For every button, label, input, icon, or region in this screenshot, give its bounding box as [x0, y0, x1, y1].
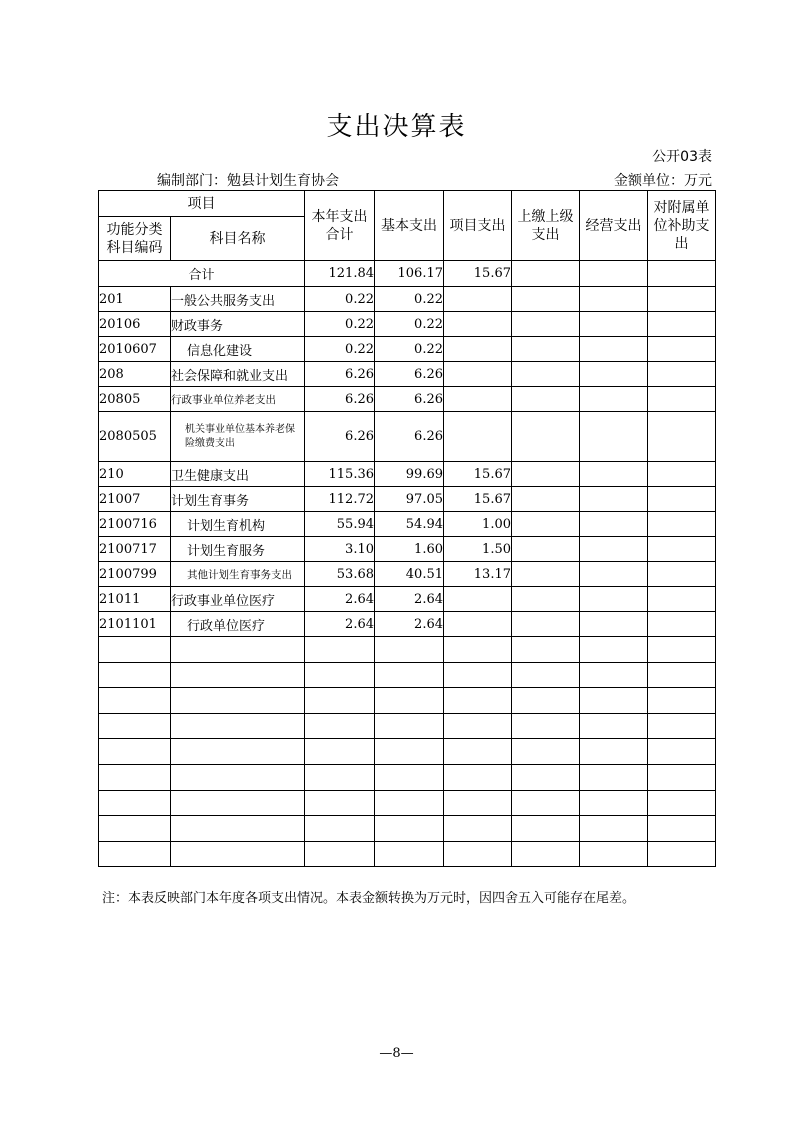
- row-project: [444, 337, 512, 362]
- empty-cell: [512, 816, 580, 842]
- row-basic: 2.64: [375, 587, 444, 612]
- row-project: [444, 612, 512, 637]
- table-row: [99, 387, 716, 412]
- row-total: 0.22: [305, 337, 375, 362]
- row-subsidiary: [648, 462, 716, 487]
- total-row: [99, 261, 716, 287]
- empty-cell: [171, 637, 305, 663]
- row-operating: [580, 387, 648, 412]
- empty-cell: [512, 713, 580, 739]
- empty-cell: [305, 662, 375, 688]
- empty-cell: [99, 816, 171, 842]
- total-amount: 121.84: [305, 261, 375, 287]
- row-project: [444, 412, 512, 462]
- expenditure-table: [98, 190, 716, 867]
- row-project: [444, 287, 512, 312]
- empty-row: [99, 662, 716, 688]
- empty-cell: [99, 688, 171, 714]
- row-subsidiary: [648, 562, 716, 587]
- row-basic: 6.26: [375, 412, 444, 462]
- total-operating: [580, 261, 648, 287]
- row-upper: [512, 337, 580, 362]
- row-subsidiary: [648, 387, 716, 412]
- row-upper: [512, 387, 580, 412]
- table-row: [99, 362, 716, 387]
- empty-cell: [171, 688, 305, 714]
- table-row: [99, 537, 716, 562]
- empty-cell: [305, 637, 375, 663]
- row-upper: [512, 512, 580, 537]
- empty-cell: [99, 790, 171, 816]
- empty-cell: [648, 739, 716, 765]
- empty-cell: [580, 764, 648, 790]
- footnote: 注：本表反映部门本年度各项支出情况。本表金额转换为万元时，因四舍五入可能存在尾差。: [102, 891, 636, 906]
- row-code: 20106: [99, 312, 171, 337]
- table-row: [99, 312, 716, 337]
- table-row: [99, 487, 716, 512]
- empty-cell: [648, 637, 716, 663]
- table-row: [99, 287, 716, 312]
- row-upper: [512, 587, 580, 612]
- header-subsidiary: [648, 191, 716, 261]
- empty-cell: [444, 739, 512, 765]
- empty-cell: [580, 790, 648, 816]
- empty-cell: [375, 662, 444, 688]
- table-row: [99, 587, 716, 612]
- total-subsidiary: [648, 261, 716, 287]
- row-operating: [580, 362, 648, 387]
- empty-cell: [648, 764, 716, 790]
- row-upper: [512, 487, 580, 512]
- empty-cell: [375, 764, 444, 790]
- empty-row: [99, 764, 716, 790]
- empty-cell: [375, 816, 444, 842]
- empty-cell: [580, 688, 648, 714]
- row-basic: 0.22: [375, 287, 444, 312]
- row-subsidiary: [648, 287, 716, 312]
- empty-cell: [512, 739, 580, 765]
- empty-cell: [375, 841, 444, 867]
- row-name: 其他计划生育事务支出: [171, 562, 305, 587]
- header-subject-name: 科目名称: [171, 217, 305, 261]
- empty-cell: [375, 688, 444, 714]
- row-total: 55.94: [305, 512, 375, 537]
- row-subsidiary: [648, 337, 716, 362]
- total-basic: 106.17: [375, 261, 444, 287]
- total-project: 15.67: [444, 261, 512, 287]
- row-subsidiary: [648, 362, 716, 387]
- row-total: 6.26: [305, 362, 375, 387]
- header-func-code: [99, 217, 171, 261]
- row-name: 计划生育事务: [171, 487, 305, 512]
- empty-cell: [580, 713, 648, 739]
- empty-cell: [512, 790, 580, 816]
- empty-cell: [305, 816, 375, 842]
- empty-cell: [444, 688, 512, 714]
- empty-cell: [444, 790, 512, 816]
- header-upper-text: 上缴上级支出: [517, 208, 574, 243]
- empty-cell: [512, 841, 580, 867]
- row-project: 1.50: [444, 537, 512, 562]
- row-project: 15.67: [444, 487, 512, 512]
- row-basic: 97.05: [375, 487, 444, 512]
- row-operating: [580, 612, 648, 637]
- row-basic: 0.22: [375, 312, 444, 337]
- row-project: [444, 387, 512, 412]
- row-name: 计划生育服务: [171, 537, 305, 562]
- empty-row: [99, 688, 716, 714]
- empty-cell: [171, 816, 305, 842]
- empty-cell: [444, 713, 512, 739]
- empty-cell: [580, 637, 648, 663]
- row-basic: 99.69: [375, 462, 444, 487]
- empty-cell: [512, 688, 580, 714]
- empty-cell: [580, 816, 648, 842]
- empty-cell: [648, 816, 716, 842]
- header-subsidiary-text: 对附属单位补助支出: [653, 199, 710, 252]
- empty-row: [99, 790, 716, 816]
- row-operating: [580, 312, 648, 337]
- row-upper: [512, 612, 580, 637]
- row-subsidiary: [648, 587, 716, 612]
- row-name: 一般公共服务支出: [171, 287, 305, 312]
- row-operating: [580, 487, 648, 512]
- row-name: 行政事业单位医疗: [171, 587, 305, 612]
- empty-cell: [171, 713, 305, 739]
- table-row: [99, 462, 716, 487]
- empty-row: [99, 841, 716, 867]
- row-basic: 6.26: [375, 362, 444, 387]
- page-title: 支出决算表: [326, 112, 467, 142]
- row-subsidiary: [648, 537, 716, 562]
- header-total: [305, 191, 375, 261]
- row-code: 2080505: [99, 412, 171, 462]
- department-label: 编制部门：勉县计划生育协会: [157, 173, 339, 189]
- row-basic: 0.22: [375, 337, 444, 362]
- row-upper: [512, 287, 580, 312]
- empty-cell: [512, 764, 580, 790]
- empty-cell: [648, 790, 716, 816]
- row-operating: [580, 587, 648, 612]
- total-label: 合计: [99, 261, 305, 287]
- row-code: 2100717: [99, 537, 171, 562]
- empty-cell: [375, 713, 444, 739]
- empty-row: [99, 637, 716, 663]
- row-code: 2101101: [99, 612, 171, 637]
- header-operating: 经营支出: [580, 191, 648, 261]
- header-item: 项目: [99, 191, 305, 217]
- empty-row: [99, 816, 716, 842]
- empty-cell: [512, 662, 580, 688]
- row-basic: 6.26: [375, 387, 444, 412]
- empty-cell: [305, 713, 375, 739]
- table-row: [99, 337, 716, 362]
- empty-cell: [444, 637, 512, 663]
- row-code: 210: [99, 462, 171, 487]
- row-name: 行政事业单位养老支出: [171, 387, 305, 412]
- row-total: 53.68: [305, 562, 375, 587]
- empty-cell: [580, 739, 648, 765]
- row-project: [444, 587, 512, 612]
- empty-cell: [648, 662, 716, 688]
- row-basic: 2.64: [375, 612, 444, 637]
- row-code: 20805: [99, 387, 171, 412]
- unit-label: 金额单位：万元: [614, 173, 712, 189]
- row-subsidiary: [648, 612, 716, 637]
- row-code: 201: [99, 287, 171, 312]
- table-row: [99, 512, 716, 537]
- row-code: 2010607: [99, 337, 171, 362]
- row-name: 计划生育机构: [171, 512, 305, 537]
- row-upper: [512, 562, 580, 587]
- row-subsidiary: [648, 312, 716, 337]
- empty-cell: [171, 662, 305, 688]
- empty-cell: [648, 688, 716, 714]
- empty-cell: [444, 662, 512, 688]
- row-total: 2.64: [305, 587, 375, 612]
- row-project: 13.17: [444, 562, 512, 587]
- row-operating: [580, 287, 648, 312]
- row-project: 1.00: [444, 512, 512, 537]
- row-upper: [512, 362, 580, 387]
- row-subsidiary: [648, 512, 716, 537]
- row-total: 3.10: [305, 537, 375, 562]
- total-upper: [512, 261, 580, 287]
- row-operating: [580, 412, 648, 462]
- empty-row: [99, 713, 716, 739]
- empty-cell: [99, 713, 171, 739]
- empty-cell: [444, 841, 512, 867]
- empty-cell: [171, 739, 305, 765]
- row-upper: [512, 312, 580, 337]
- empty-cell: [444, 764, 512, 790]
- row-total: 0.22: [305, 312, 375, 337]
- row-code: 21007: [99, 487, 171, 512]
- row-basic: 54.94: [375, 512, 444, 537]
- row-name: 卫生健康支出: [171, 462, 305, 487]
- row-upper: [512, 537, 580, 562]
- row-operating: [580, 337, 648, 362]
- empty-cell: [99, 662, 171, 688]
- row-total: 6.26: [305, 387, 375, 412]
- empty-cell: [305, 739, 375, 765]
- row-project: [444, 362, 512, 387]
- empty-cell: [444, 816, 512, 842]
- row-operating: [580, 537, 648, 562]
- table-row: [99, 412, 716, 462]
- row-total: 0.22: [305, 287, 375, 312]
- header-upper: [512, 191, 580, 261]
- row-subsidiary: [648, 412, 716, 462]
- row-operating: [580, 462, 648, 487]
- empty-cell: [171, 790, 305, 816]
- row-project: [444, 312, 512, 337]
- row-code: 2100799: [99, 562, 171, 587]
- empty-cell: [648, 713, 716, 739]
- empty-cell: [171, 764, 305, 790]
- empty-row: [99, 739, 716, 765]
- empty-cell: [305, 764, 375, 790]
- row-code: 2100716: [99, 512, 171, 537]
- row-operating: [580, 562, 648, 587]
- row-basic: 40.51: [375, 562, 444, 587]
- row-name: 财政事务: [171, 312, 305, 337]
- header-func-code-text: 功能分类科目编码: [106, 221, 163, 256]
- row-name: 机关事业单位基本养老保险缴费支出: [171, 412, 305, 462]
- row-name: 行政单位医疗: [171, 612, 305, 637]
- row-code: 208: [99, 362, 171, 387]
- table-row: [99, 612, 716, 637]
- empty-cell: [99, 739, 171, 765]
- row-upper: [512, 462, 580, 487]
- empty-cell: [580, 662, 648, 688]
- row-subsidiary: [648, 487, 716, 512]
- row-basic: 1.60: [375, 537, 444, 562]
- empty-cell: [375, 637, 444, 663]
- row-operating: [580, 512, 648, 537]
- empty-cell: [171, 841, 305, 867]
- table-row: [99, 562, 716, 587]
- empty-cell: [305, 790, 375, 816]
- empty-cell: [512, 637, 580, 663]
- header-total-text: 本年支出合计: [311, 208, 368, 243]
- row-total: 112.72: [305, 487, 375, 512]
- header-project: 项目支出: [444, 191, 512, 261]
- row-total: 115.36: [305, 462, 375, 487]
- row-name: 社会保障和就业支出: [171, 362, 305, 387]
- row-total: 6.26: [305, 412, 375, 462]
- empty-cell: [580, 841, 648, 867]
- row-upper: [512, 412, 580, 462]
- header-basic: 基本支出: [375, 191, 444, 261]
- page-number: —8—: [379, 1046, 414, 1061]
- row-name: 信息化建设: [171, 337, 305, 362]
- empty-cell: [375, 739, 444, 765]
- row-code: 21011: [99, 587, 171, 612]
- empty-cell: [648, 841, 716, 867]
- row-total: 2.64: [305, 612, 375, 637]
- empty-cell: [305, 841, 375, 867]
- empty-cell: [99, 841, 171, 867]
- empty-cell: [99, 764, 171, 790]
- row-project: 15.67: [444, 462, 512, 487]
- empty-cell: [99, 637, 171, 663]
- empty-cell: [305, 688, 375, 714]
- form-code: 公开03表: [652, 149, 712, 165]
- empty-cell: [375, 790, 444, 816]
